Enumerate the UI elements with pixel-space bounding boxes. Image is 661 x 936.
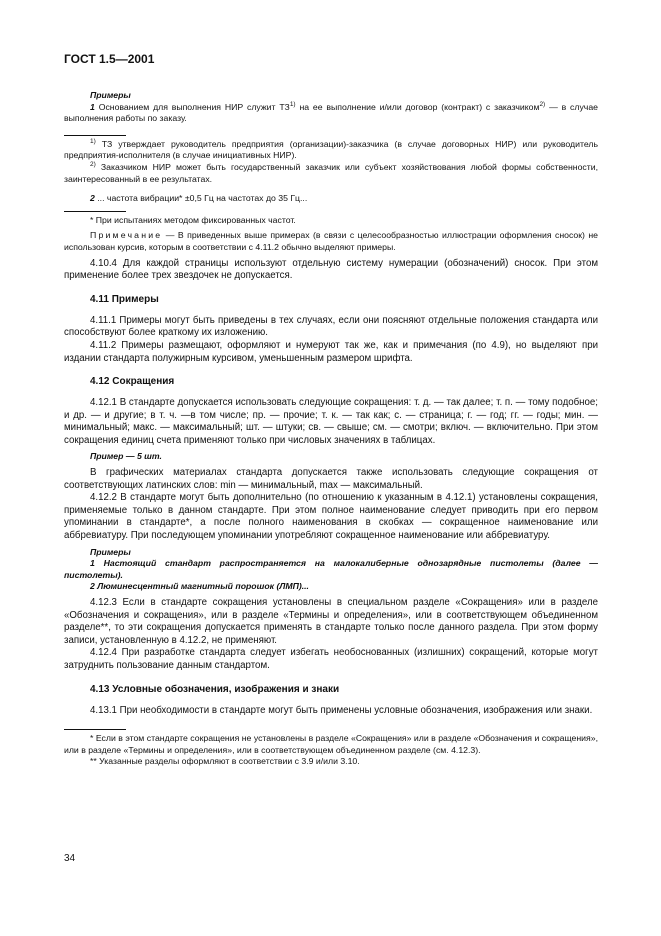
example-2-number: 2 [90,193,95,204]
examples-block-1 [64,90,598,125]
example-1-text-3: — в случае выполнения работы по заказу. [64,101,598,124]
footnote-2-text: Заказчиком НИР может быть государственный заказчик или субъект хозяйствования любой формы собственности, заинтересованный в ее результатах. [64,161,598,184]
note [64,230,598,253]
document-header: ГОСТ 1.5—2001 [64,52,155,66]
paragraph-4-11-2: 4.11.2 Примеры размещают, оформляют и нумеруют так же, как и примечания (по 4.9), но выделяют при издании стандарта полужирным курсивом, уменьшенным размером шрифта. [64,339,598,364]
footnote-ref-2: 2) [539,100,546,108]
examples-2-title: Примеры [90,546,131,557]
footnote-ref-1: 1) [289,100,296,108]
examples-block-2 [64,547,598,593]
footnote-bottom-2: ** Указанные разделы оформляют в соответствии с 3.9 и/или 3.10. [90,756,360,767]
section-heading-4-11: 4.11 Примеры [90,293,159,305]
paragraph-4-13-1: 4.13.1 При необходимости в стандарте могут быть применены условные обозначения, изображения или знаки. [90,704,593,716]
footnote-1-marker: 1) [90,137,96,145]
footnote-divider-2 [64,211,126,212]
footnote-divider [64,135,126,136]
example-5-sht: Пример — 5 шт. [90,451,162,462]
paragraph-4-11-1: 4.11.1 Примеры могут быть приведены в тех случаях, если они поясняют отдельные положения стандарта или способствуют более краткому их изложению. [64,314,598,339]
footnotes-bottom [64,733,598,768]
footnote-1 [64,139,598,162]
page-number: 34 [64,853,76,864]
footnote-star: * При испытаниях методом фиксированных частот. [90,214,296,225]
example-1-text: Основанием для выполнения НИР служит ТЗ [98,101,290,112]
note-label: Примечание [90,230,163,241]
footnotes-block-1 [64,139,598,185]
footnote-2-marker: 2) [90,161,96,169]
example-2 [64,193,598,205]
example-1-number: 1 [90,101,95,112]
paragraph-4-10-4: 4.10.4 Для каждой страницы используют отдельную систему нумерации (обозначений) сносок. При этом применение более трех звездочек не допускается. [64,257,598,282]
examples-title: Примеры [90,90,131,100]
section-heading-4-12: 4.12 Сокращения [90,376,175,388]
footnote-2 [64,162,598,185]
paragraph-4-12-1: 4.12.1 В стандарте допускается использовать следующие сокращения: т. д. — так далее; т. п. — тому подобное; и др. — и другие; в т. ч. —в том числе; пр. — прочие; т. к. — так как; с. — страница; г. — год; гг. — годы; мин. — минимальный; макс. — максимальный; шт. — штуки; св. — свыше; см. — смотри; включ. — включительно. При этом сокращения единиц счета применяют только при числовых значениях в таблицах. [64,397,598,446]
note-text: — В приведенных выше примерах (в связи с целесообразностью иллюстрации оформления сносок) не использован курсив, которым в соответствии с 4.11.2 обычно выделяют примеры. [64,230,599,252]
example-1-text-2: на ее выполнение и/или договор (контракт) с заказчиком [299,101,540,112]
footnote-1-text: ТЗ утверждает руководитель предприятия (организации)-заказчика (в случае договорных НИР) или руководитель предприятия-исполнителя (в случае инициативных НИР). [64,138,598,161]
section-heading-4-13: 4.13 Условные обозначения, изображения и знаки [90,683,340,695]
paragraph-4-12-2: 4.12.2 В стандарте могут быть дополнительно (по отношению к указанным в 4.12.1) установлены сокращения, применяемые только в данном стандарте. При этом полное наименование следует приводить при его первом упоминании в стандарте*, а после полного наименования в скобках — сокращенное наименование или аббревиатуру. При последующем упоминании употребляют сокращенное наименование или аббревиатуру. [64,492,598,542]
paragraph-4-12-4: 4.12.4 При разработке стандарта следует избегать необоснованных (излишних) сокращений, которые могут затруднить пользование данным стандартом. [64,647,598,671]
document-page [64,52,598,768]
example-1 [64,102,598,125]
footnote-divider-bottom [64,729,126,730]
paragraph-graphic-abbreviations: В графических материалах стандарта допускается также использовать следующие сокращения от соответствующих латинских слов: min — минимальный, max — максимальный. [64,467,598,491]
examples-2-item-2: 2 Люминесцентный магнитный порошок (ЛМП)... [90,581,309,592]
examples-2-item-1: 1 Настоящий стандарт распространяется на малокалиберные однозарядные пистолеты (далее — пистолеты). [64,558,598,580]
footnote-bottom-1: * Если в этом стандарте сокращения не установлены в разделе «Сокращения» или в разделе «Обозначения и сокращения», или в разделе «Термины и определения», или в соответствующем объединенном разделе (см. 4.12.3). [64,733,598,755]
example-2-text: ... частота вибрации* ±0,5 Гц на частотах до 35 Гц... [97,193,308,204]
paragraph-4-12-3: 4.12.3 Если в стандарте сокращения установлены в специальном разделе «Сокращения» или в разделе «Обозначения и сокращения», или в разделе «Термины и определения», или в соответствующем объединенном разделе**, то эти сокращения допускается применять в стандарте только после данного раздела. При этом форму записи, установленную в 4.12.2, не применяют. [64,597,598,646]
